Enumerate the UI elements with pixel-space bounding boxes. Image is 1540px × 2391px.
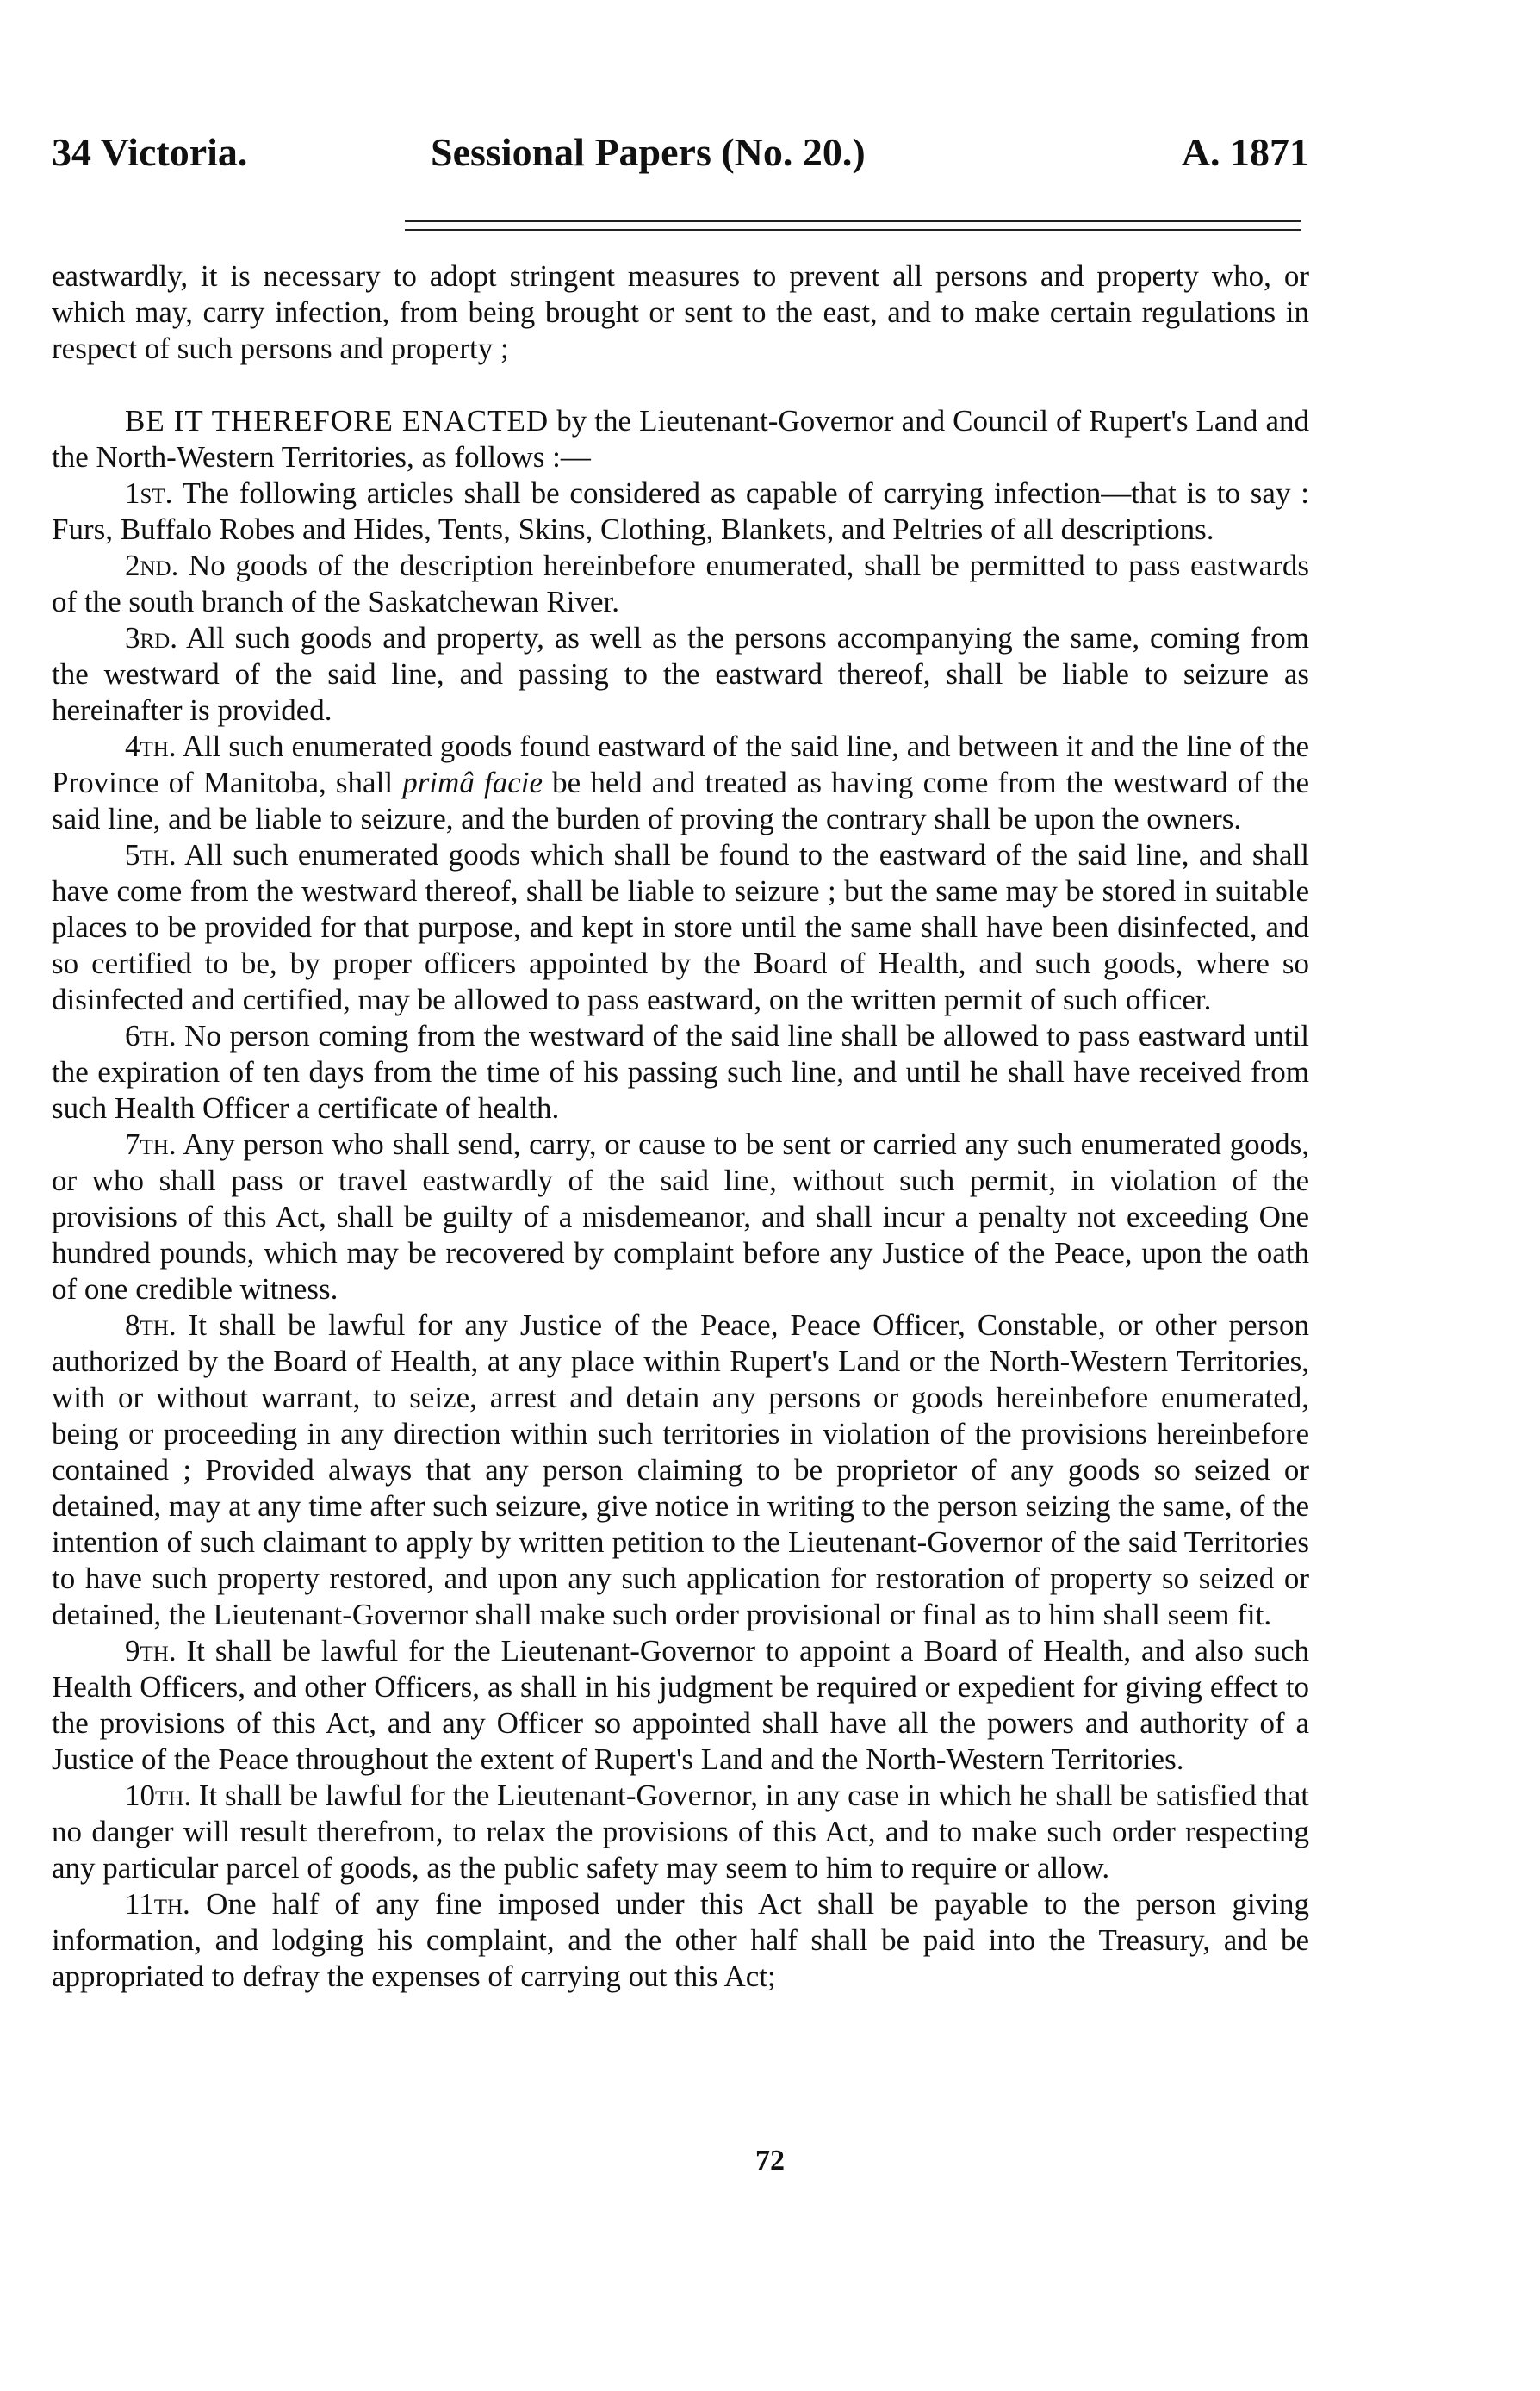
- section-6: [52, 1018, 1309, 1127]
- header-year: A. 1871: [1181, 130, 1309, 174]
- intro-paragraph: [52, 258, 1309, 367]
- section-10: [52, 1778, 1309, 1886]
- section-6-number: 6th.: [125, 1019, 177, 1053]
- header-rule-bottom: [405, 229, 1301, 231]
- section-7: [52, 1127, 1309, 1307]
- section-3-number: 3rd.: [125, 621, 177, 655]
- section-9-text: It shall be lawful for the Lieutenant-Governor to appoint a Board of Health, and also such Health Officers, and other Officers, as shall in his judgment be required or expedient for giving effect to the provisions of this Act, and any Officer so appointed shall have all the powers and authority of a Justice of the Peace throughout the extent of Rupert's Land and the North-Western Territories.: [52, 1634, 1309, 1776]
- section-3: [52, 620, 1309, 729]
- section-5: [52, 837, 1309, 1018]
- section-11: [52, 1886, 1309, 1995]
- enacting-caps: BE IT THEREFORE ENACTED: [125, 404, 550, 438]
- running-header: [52, 129, 1309, 181]
- section-4-number: 4th.: [125, 730, 177, 763]
- section-5-number: 5th.: [125, 838, 177, 872]
- section-1-text: The following articles shall be considered as capable of carrying infection—that is to say : Furs, Buffalo Robes and Hides, Tents, Skins, Clothing, Blankets, and Peltries of all descriptions.: [52, 476, 1309, 546]
- section-4-text-b: be held and treated as having come from the westward of the said line, and be liable to seizure, and the burden of proving the contrary shall be upon the owners.: [52, 766, 1310, 835]
- section-8-number: 8th.: [125, 1308, 177, 1342]
- section-7-text: Any person who shall send, carry, or cause to be sent or carried any such enumerated goods, or who shall pass or travel eastwardly of the said line, without such permit, in violation of the provisions of this Act, shall be guilty of a misdemeanor, and shall incur a penalty not exceeding One hundred pounds, which may be recovered by complaint before any Justice of the Peace, upon the oath of one credible witness.: [52, 1127, 1309, 1306]
- section-10-text: It shall be lawful for the Lieutenant-Governor, in any case in which he shall be satisfied that no danger will result therefrom, to relax the provisions of this Act, and to make such order respecting any particular parcel of goods, as the public safety may seem to him to require or allow.: [52, 1779, 1309, 1885]
- section-2: [52, 548, 1309, 620]
- section-1-number: 1st.: [125, 476, 173, 510]
- section-4: [52, 729, 1309, 837]
- header-rule-top: [405, 220, 1301, 222]
- section-6-text: No person coming from the westward of the said line shall be allowed to pass eastward until the expiration of ten days from the time of his passing such line, and until he shall have received from such Health Officer a certificate of health.: [52, 1019, 1309, 1125]
- section-4-italic: primâ facie: [402, 766, 543, 799]
- section-1: [52, 475, 1309, 548]
- section-2-text: No goods of the description hereinbefore enumerated, shall be permitted to pass eastwards of the south branch of the Saskatchewan River.: [52, 549, 1309, 618]
- section-4-text-a: All such enumerated goods found eastward of the said line, and between it and the line of the Province of Manitoba, shall: [52, 730, 1309, 799]
- section-3-text: All such goods and property, as well as the persons accompanying the same, coming from the westward of the said line, and passing to the eastward thereof, shall be liable to seizure as hereinafter is provided.: [52, 621, 1309, 727]
- section-8-text: It shall be lawful for any Justice of the Peace, Peace Officer, Constable, or other person authorized by the Board of Health, at any place within Rupert's Land or the North-Western Territories, with or without warrant, to seize, arrest and detain any persons or goods hereinbefore enumerated, being or proceeding in any direction within such territories in violation of the provisions hereinbefore contained ; Provided always that any person claiming to be proprietor of any goods so seized or detained, may at any time after such seizure, give notice in writing to the person seizing the same, of the intention of such claimant to apply by written petition to the Lieutenant-Governor of the said Territories to have such property restored, and upon any such application for restoration of property so seized or detained, the Lieutenant-Governor shall make such order provisional or final as to him shall seem fit.: [52, 1308, 1309, 1631]
- page-number: 72: [755, 2145, 785, 2177]
- header-title: Sessional Papers (No. 20.): [431, 130, 866, 174]
- document-body: [52, 258, 1309, 1995]
- enacting-text: by the Lieutenant-Governor and Council of Rupert's Land and the North-Western Territories, as follows :—: [52, 404, 1309, 474]
- section-11-text: One half of any fine imposed under this Act shall be payable to the person giving information, and lodging his complaint, and the other half shall be paid into the Treasury, and be appropriated to defray the expenses of carrying out this Act;: [52, 1887, 1309, 1993]
- section-9: [52, 1633, 1309, 1778]
- section-9-number: 9th.: [125, 1634, 177, 1667]
- section-2-number: 2nd.: [125, 549, 179, 582]
- section-8: [52, 1307, 1309, 1633]
- enacting-clause: [52, 403, 1309, 475]
- intro-text: eastwardly, it is necessary to adopt stringent measures to prevent all persons and property who, or which may, carry infection, from being brought or sent to the east, and to make certain regulations in respect of such persons and property ;: [52, 259, 1309, 365]
- header-session: 34 Victoria.: [52, 130, 248, 174]
- section-11-number: 11th.: [125, 1887, 190, 1921]
- section-10-number: 10th.: [125, 1779, 192, 1812]
- section-5-text: All such enumerated goods which shall be found to the eastward of the said line, and shall have come from the westward thereof, shall be liable to seizure ; but the same may be stored in suitable places to be provided for that purpose, and kept in store until the same shall have been disinfected, and so certified to be, by proper officers appointed by the Board of Health, and such goods, where so disinfected and certified, may be allowed to pass eastward, on the written permit of such officer.: [52, 838, 1309, 1016]
- section-7-number: 7th.: [125, 1127, 177, 1161]
